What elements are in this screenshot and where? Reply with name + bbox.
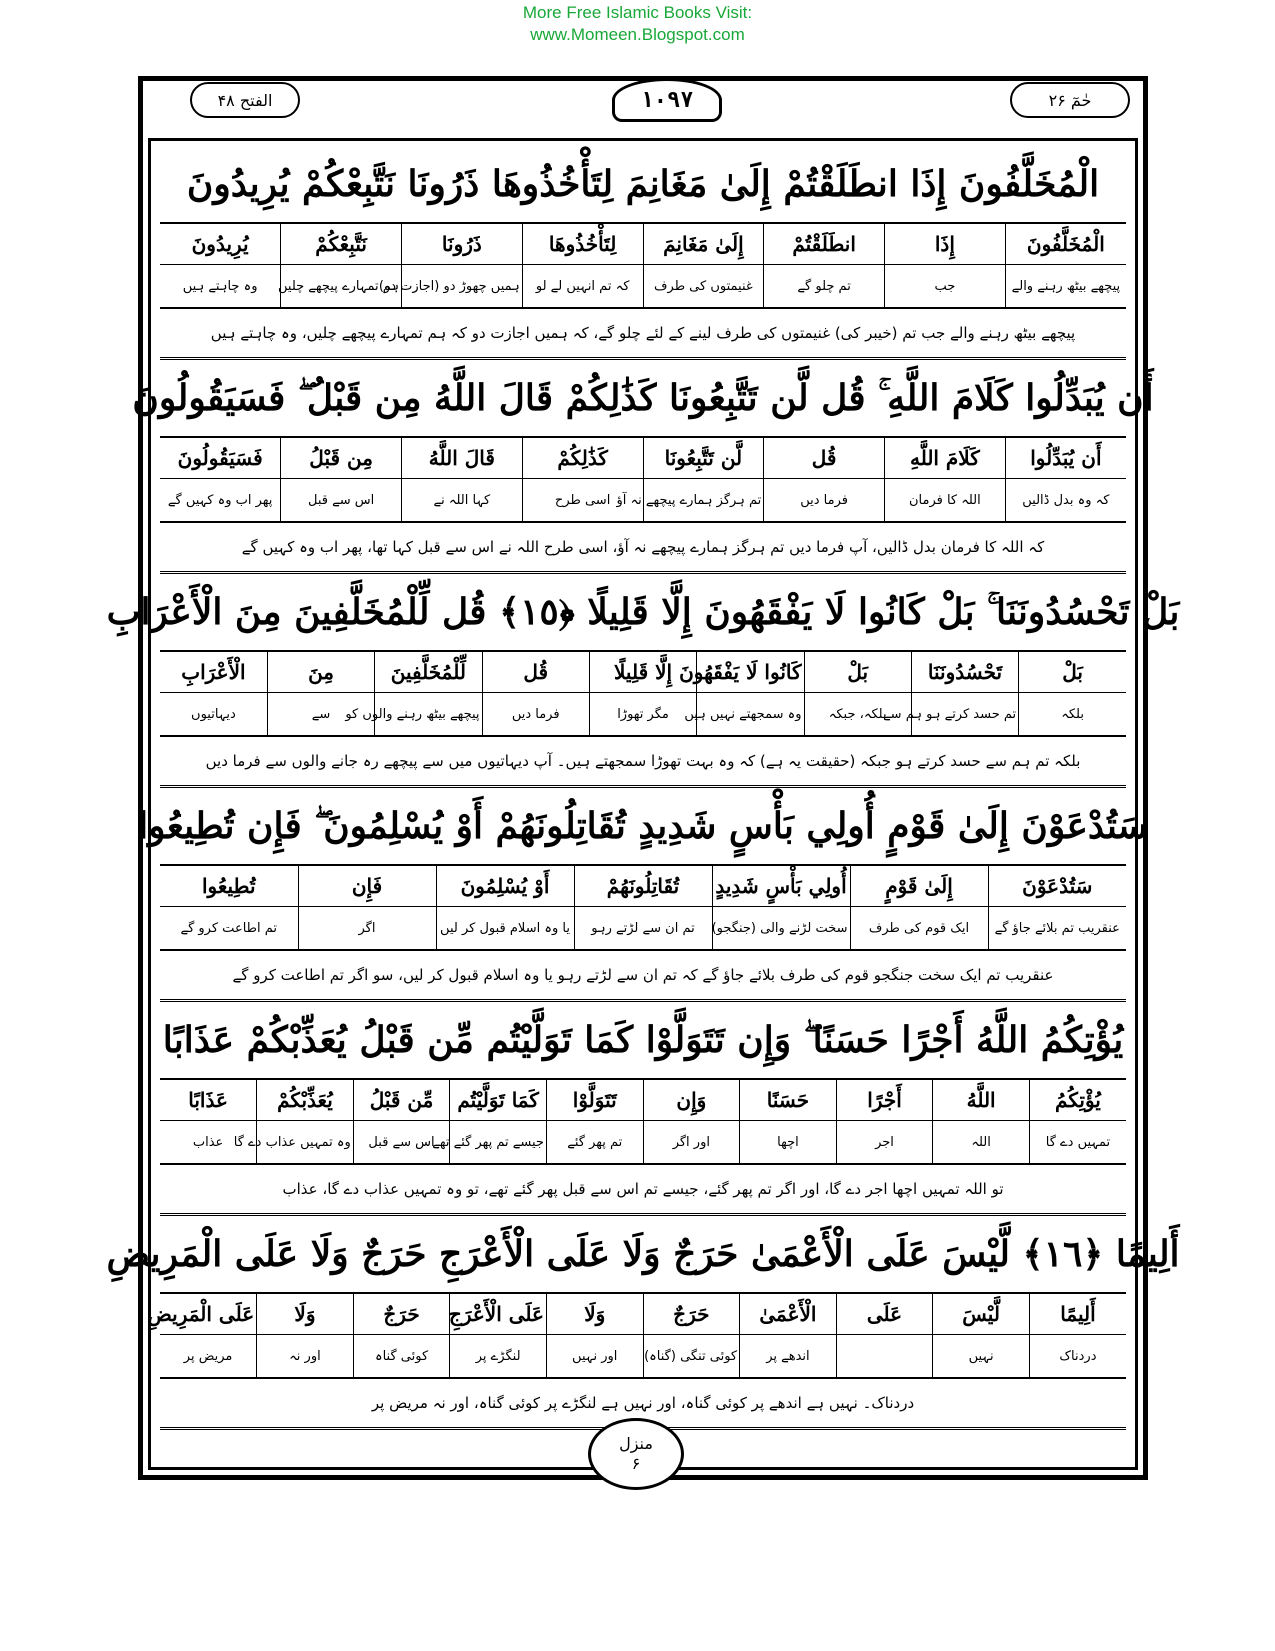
promo-link[interactable]: www.Momeen.Blogspot.com	[530, 25, 745, 44]
word-meaning: اندھے پر	[740, 1335, 837, 1378]
word-meaning: اور اگر	[643, 1121, 740, 1164]
word-meaning: کہ تم انہیں لے لو	[522, 265, 643, 308]
translation-line: عنقریب تم ایک سخت جنگجو قوم کی طرف بلائے جاؤ گے کہ تم ان سے لڑتے رہو یا وہ اسلام قبول کر لیں، سو اگر تم اطاعت کرو گے	[160, 951, 1126, 1002]
arabic-word: مِّن قَبْلُ	[353, 1080, 450, 1121]
arabic-word: لِّلْمُخَلَّفِينَ	[375, 652, 482, 693]
arabic-word: قُل	[764, 438, 885, 479]
word-meaning: تم ہرگز ہمارے پیچھے نہ آؤ	[643, 479, 764, 522]
word-meaning: اللہ کا فرمان	[885, 479, 1006, 522]
translation-line: تو اللہ تمہیں اچھا اجر دے گا، اور اگر تم پھر گئے، جیسے تم اس سے قبل پھر گئے تھے، تو وہ تمہیں عذاب دے گا، عذاب	[160, 1165, 1126, 1216]
word-meaning: ہم تمہارے پیچھے چلیں	[281, 265, 402, 308]
manzil-label: منزل	[619, 1434, 653, 1453]
arabic-word: الْمُخَلَّفُونَ	[1005, 224, 1126, 265]
arabic-word: انطَلَقْتُمْ	[764, 224, 885, 265]
word-meaning: جب	[885, 265, 1006, 308]
arabic-word: تَتَوَلَّوْا	[546, 1080, 643, 1121]
arabic-word: قَالَ اللَّهُ	[402, 438, 523, 479]
verse-line: أَلِيمًا ﴿١٦﴾ لَّيْسَ عَلَى الْأَعْمَىٰ حَرَجٌ وَلَا عَلَى الْأَعْرَجِ حَرَجٌ وَلَا عَلَى الْمَرِيضِ	[160, 1216, 1126, 1294]
word-meaning: فرما دیں	[482, 693, 589, 736]
translation-line: کہ اللہ کا فرمان بدل ڈالیں، آپ فرما دیں تم ہرگز ہمارے پیچھے نہ آؤ، اسی طرح اللہ نے اس سے قبل کہا تھا، پھر اب وہ کہیں گے	[160, 523, 1126, 574]
arabic-words-row	[160, 652, 1126, 693]
arabic-word: الْأَعْمَىٰ	[740, 1294, 837, 1335]
arabic-words-row	[160, 1080, 1126, 1121]
promo-line-1: More Free Islamic Books Visit:	[522, 3, 753, 22]
arabic-word: نَتَّبِعْكُمْ	[281, 224, 402, 265]
word-meaning: عذاب	[192, 1134, 224, 1150]
arabic-word: أَن يُبَدِّلُوا	[1005, 438, 1126, 479]
word-meaning: اسی طرح	[522, 479, 643, 522]
arabic-word: قُل	[482, 652, 589, 693]
arabic-word: وَلَا	[546, 1294, 643, 1335]
word-meaning: دردناک	[1029, 1335, 1126, 1378]
arabic-word: يُعَذِّبْكُمْ	[257, 1080, 354, 1121]
word-meaning: جیسے تم پھر گئے تھے	[450, 1121, 547, 1164]
arabic-word: يُؤْتِكُمُ	[1029, 1080, 1126, 1121]
arabic-word: سَتُدْعَوْنَ	[988, 866, 1126, 907]
manzil-number: ۶	[631, 1454, 641, 1473]
word-meaning: فرما دیں	[764, 479, 885, 522]
word-by-word-grid	[160, 866, 1126, 951]
arabic-word: حَسَنًا	[740, 1080, 837, 1121]
word-meaning: ایک قوم کی طرف	[850, 907, 988, 950]
arabic-word: وَلَا	[257, 1294, 354, 1335]
word-meaning: پھر اب وہ کہیں گے	[167, 492, 273, 508]
word-meaning: عنقریب تم بلائے جاؤ گے	[988, 907, 1126, 950]
word-meaning: کوئی تنگی (گناہ)	[643, 1335, 740, 1378]
arabic-word: فَسَيَقُولُونَ	[160, 438, 281, 479]
arabic-word: الْأَعْرَابِ	[160, 652, 267, 693]
word-meaning: سے	[267, 693, 374, 736]
word-meaning: ہمیں چھوڑ دو (اجازت دو)	[402, 265, 523, 308]
translation-line: دردناک۔ نہیں ہے اندھے پر کوئی گناہ، اور نہیں ہے لنگڑے پر کوئی گناہ، اور نہ مریض پر	[160, 1379, 1126, 1430]
translation-line: بلکہ تم ہم سے حسد کرتے ہو جبکہ (حقیقت یہ ہے) کہ وہ بہت تھوڑا سمجھتے ہیں۔ آپ دیہاتیوں میں سے پیچھے رہ جانے والوں سے فرما دیں	[160, 737, 1126, 788]
word-meaning: اور نہیں	[546, 1335, 643, 1378]
arabic-word: فَإِن	[298, 866, 436, 907]
word-meaning: اس سے قبل	[353, 1121, 450, 1164]
arabic-word: كَذَٰلِكُمْ	[522, 438, 643, 479]
word-meaning: تم حسد کرتے ہو ہم سے	[911, 693, 1018, 736]
arabic-word: لَّن تَتَّبِعُونَا	[643, 438, 764, 479]
word-meaning: وہ سمجھتے نہیں ہیں	[697, 693, 804, 736]
word-by-word-grid	[160, 438, 1126, 523]
word-meaning: تم ان سے لڑتے رہو	[574, 907, 712, 950]
arabic-word: بَلْ	[1019, 652, 1126, 693]
translation-line: پیچھے بیٹھ رہنے والے جب تم (خیبر کی) غنیمتوں کی طرف لینے کے لئے چلو گے، کہ ہمیں اجازت دو کہ ہم تمہارے پیچھے چلیں، وہ چاہتے ہیں	[160, 309, 1126, 360]
word-by-word-grid	[147, 1294, 1126, 1379]
arabic-word: كَلَامَ اللَّهِ	[885, 438, 1006, 479]
meanings-row	[160, 907, 1126, 950]
page-content	[106, 146, 1180, 1430]
word-meaning: لنگڑے پر	[450, 1335, 547, 1378]
arabic-word: لِتَأْخُذُوهَا	[522, 224, 643, 265]
arabic-word: تَحْسُدُونَنَا	[911, 652, 1018, 693]
arabic-word: إِلَّا قَلِيلًا	[589, 652, 696, 693]
arabic-word: وَإِن	[643, 1080, 740, 1121]
arabic-word: عَلَى الْمَرِيضِ	[160, 1294, 257, 1335]
meanings-row	[160, 693, 1126, 736]
arabic-word: تُقَاتِلُونَهُمْ	[574, 866, 712, 907]
page-number: ۱۰۹۷	[612, 78, 722, 122]
word-meaning: اچھا	[740, 1121, 837, 1164]
word-meaning: پیچھے بیٹھ رہنے والے	[1005, 265, 1126, 308]
verse-line: بَلْ تَحْسُدُونَنَا ۚ بَلْ كَانُوا لَا يَفْقَهُونَ إِلَّا قَلِيلًا ﴿١٥﴾ قُل لِّلْمُخَلَّفِينَ مِنَ الْأَعْرَابِ	[160, 574, 1126, 652]
arabic-word: ذَرُونَا	[402, 224, 523, 265]
arabic-word: إِلَىٰ قَوْمٍ	[850, 866, 988, 907]
arabic-word: تُطِيعُوا	[160, 866, 298, 907]
word-meaning: اللہ	[933, 1121, 1030, 1164]
word-meaning: کوئی گناہ	[353, 1335, 450, 1378]
arabic-word: أَوْ يُسْلِمُونَ	[436, 866, 574, 907]
word-meaning: اس سے قبل	[281, 479, 402, 522]
arabic-words-row	[160, 866, 1126, 907]
promo-banner	[0, 2, 1275, 46]
arabic-word: إِلَىٰ مَغَانِمَ	[643, 224, 764, 265]
word-by-word-grid	[160, 652, 1126, 737]
surah-name-label: الفتح ۴۸	[190, 82, 300, 118]
word-meaning: تم اطاعت کرو گے	[180, 920, 278, 936]
arabic-words-row	[160, 1294, 1126, 1335]
arabic-word: اللَّهُ	[933, 1080, 1030, 1121]
arabic-word: أَلِيمًا	[1029, 1294, 1126, 1335]
word-meaning: کہا اللہ نے	[402, 479, 523, 522]
word-meaning: اور نہ	[257, 1335, 354, 1378]
arabic-word: عَذَابًا	[160, 1080, 257, 1121]
word-meaning: بلکہ، جبکہ	[804, 693, 911, 736]
word-meaning: وہ تمہیں عذاب دے گا	[257, 1121, 354, 1164]
arabic-word: لَّيْسَ	[933, 1294, 1030, 1335]
word-by-word-grid	[160, 1080, 1126, 1165]
word-meaning: مگر تھوڑا	[589, 693, 696, 736]
word-meaning: سخت لڑنے والی (جنگجو)	[712, 907, 850, 950]
arabic-word: يُرِيدُونَ	[160, 224, 281, 265]
arabic-word: كَانُوا لَا يَفْقَهُونَ	[697, 652, 804, 693]
word-meaning	[836, 1335, 933, 1378]
word-meaning: دیہاتیوں	[191, 706, 236, 722]
arabic-word: أُولِي بَأْسٍ شَدِيدٍ	[712, 866, 850, 907]
word-meaning: یا وہ اسلام قبول کر لیں	[436, 907, 574, 950]
arabic-word: كَمَا تَوَلَّيْتُم	[450, 1080, 547, 1121]
arabic-word: مِنَ	[267, 652, 374, 693]
word-meaning: غنیمتوں کی طرف	[643, 265, 764, 308]
verse-line: أَن يُبَدِّلُوا كَلَامَ اللَّهِ ۚ قُل لَّن تَتَّبِعُونَا كَذَٰلِكُمْ قَالَ اللَّهُ مِن قَبْلُ ۖ فَسَيَقُولُونَ	[160, 360, 1126, 438]
word-meaning: پیچھے بیٹھ رہنے والوں کو	[375, 693, 482, 736]
meanings-row	[160, 1121, 1126, 1164]
meanings-row	[160, 265, 1126, 308]
arabic-word: مِن قَبْلُ	[281, 438, 402, 479]
word-by-word-grid	[160, 224, 1126, 309]
arabic-word: عَلَى	[836, 1294, 933, 1335]
word-meaning: وہ چاہتے ہیں	[182, 278, 258, 294]
arabic-word: أَجْرًا	[836, 1080, 933, 1121]
meanings-row	[160, 1335, 1126, 1378]
manzil-badge	[588, 1418, 684, 1490]
word-meaning: نہیں	[933, 1335, 1030, 1378]
arabic-words-row	[160, 438, 1126, 479]
arabic-word: حَرَجٌ	[643, 1294, 740, 1335]
word-meaning: اجر	[836, 1121, 933, 1164]
verse-line: يُؤْتِكُمُ اللَّهُ أَجْرًا حَسَنًا ۖ وَإِن تَتَوَلَّوْا كَمَا تَوَلَّيْتُم مِّن قَبْلُ يُعَذِّبْكُمْ عَذَابًا	[160, 1002, 1126, 1080]
word-meaning: تمہیں دے گا	[1029, 1121, 1126, 1164]
meanings-row	[160, 479, 1126, 522]
arabic-word: بَلْ	[804, 652, 911, 693]
word-meaning: بلکہ	[1019, 693, 1126, 736]
word-meaning: تم چلو گے	[764, 265, 885, 308]
para-name-label: حٰمٓ ۲۶	[1010, 82, 1130, 118]
verse-line: الْمُخَلَّفُونَ إِذَا انطَلَقْتُمْ إِلَىٰ مَغَانِمَ لِتَأْخُذُوهَا ذَرُونَا نَتَّبِعْكُمْ يُرِيدُونَ	[160, 146, 1126, 224]
verse-line: سَتُدْعَوْنَ إِلَىٰ قَوْمٍ أُولِي بَأْسٍ شَدِيدٍ تُقَاتِلُونَهُمْ أَوْ يُسْلِمُونَ ۖ فَإِن تُطِيعُوا	[160, 788, 1126, 866]
word-meaning: تم پھر گئے	[546, 1121, 643, 1164]
arabic-word: عَلَى الْأَعْرَجِ	[450, 1294, 547, 1335]
word-meaning: اگر	[298, 907, 436, 950]
arabic-word: إِذَا	[885, 224, 1006, 265]
word-meaning: کہ وہ بدل ڈالیں	[1005, 479, 1126, 522]
word-meaning: مریض پر	[183, 1348, 233, 1364]
arabic-words-row	[160, 224, 1126, 265]
arabic-word: حَرَجٌ	[353, 1294, 450, 1335]
